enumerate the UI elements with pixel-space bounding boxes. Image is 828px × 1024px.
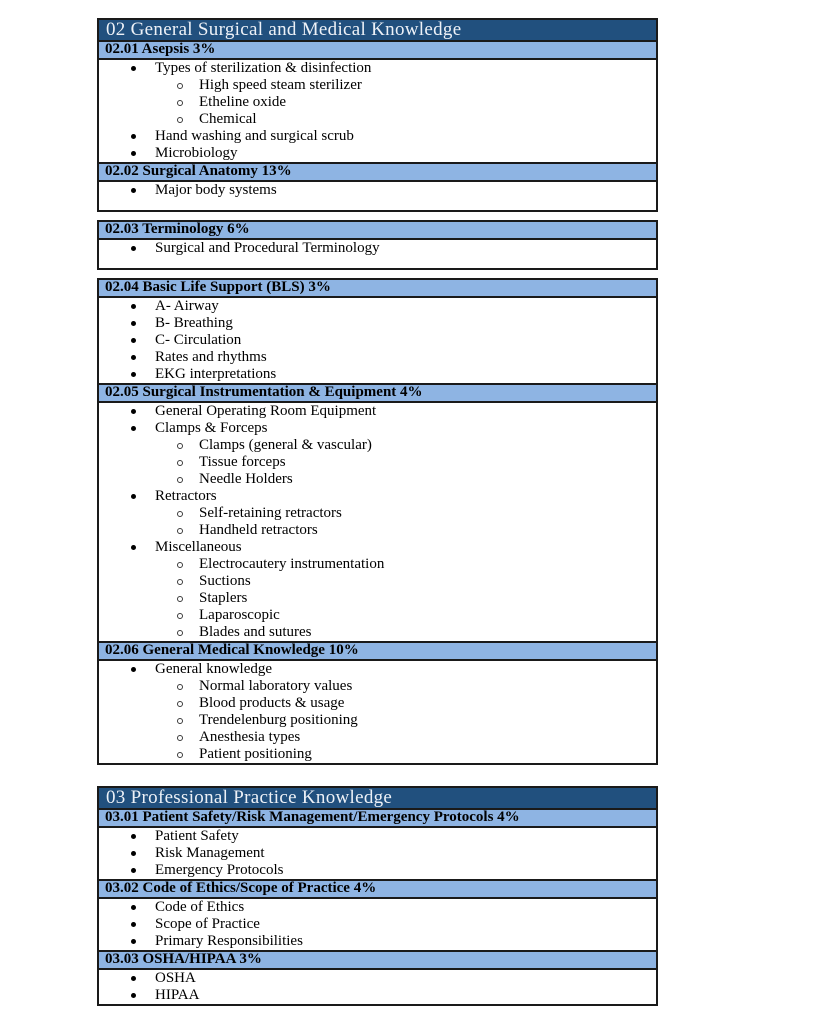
list-item [99,573,656,590]
bullet-marker [131,667,136,672]
list-item [99,332,656,349]
outline-section [97,879,658,952]
list-item-text: Hand washing and surgical scrub [155,128,354,144]
section-heading: 02.04 Basic Life Support (BLS) 3% [99,280,656,298]
outline-section [97,162,658,212]
list-item [99,845,656,862]
list-item-text: Suctions [199,573,251,589]
list-item-text: Trendelenburg positioning [199,712,358,728]
list-item-text: Tissue forceps [199,454,286,470]
list-item [99,624,656,641]
list-item [99,240,656,257]
list-item-text: Blood products & usage [199,695,345,711]
bullet-marker [131,939,136,944]
list-item [99,933,656,950]
list-item-text: C- Circulation [155,332,242,348]
list-item [99,712,656,729]
list-item [99,111,656,128]
outline-section [97,40,658,164]
list-item [99,695,656,712]
bullet-marker [131,304,136,309]
section-heading: 02.05 Surgical Instrumentation & Equipment 4% [99,385,656,403]
list-item-text: Electrocautery instrumentation [199,556,385,572]
list-item [99,182,656,199]
circle-marker [177,701,183,707]
list-item-text: Handheld retractors [199,522,318,538]
list-item-text: Clamps (general & vascular) [199,437,372,453]
list-item-text: Primary Responsibilities [155,933,303,949]
list-item-text: Anesthesia types [199,729,301,745]
list-item-text: Patient positioning [199,746,312,762]
outline-section [97,641,658,765]
bullet-marker [131,246,136,251]
bullet-marker [131,545,136,550]
list-item-text: B- Breathing [155,315,233,331]
bullet-marker [131,905,136,910]
bullet-marker [131,976,136,981]
list-item-text: Retractors [155,488,217,504]
list-item-text: Self-retaining retractors [199,505,342,521]
list-item [99,471,656,488]
section-body [99,403,656,641]
list-item [99,746,656,763]
section-body [99,970,656,1004]
table-title: 03 Professional Practice Knowledge [97,786,658,810]
circle-marker [177,579,183,585]
list-item [99,607,656,624]
circle-marker [177,477,183,483]
list-item [99,366,656,383]
list-item-text: Major body systems [155,182,277,198]
list-item-text: Emergency Protocols [155,862,284,878]
bullet-marker [131,338,136,343]
list-item [99,729,656,746]
list-item [99,678,656,695]
list-item [99,315,656,332]
circle-marker [177,528,183,534]
list-item-text: Microbiology [155,145,238,161]
section-heading: 02.06 General Medical Knowledge 10% [99,643,656,661]
bullet-marker [131,426,136,431]
list-item [99,488,656,505]
list-item-text: Laparoscopic [199,607,280,623]
bullet-marker [131,834,136,839]
outline-section [97,278,658,385]
circle-marker [177,718,183,724]
list-item [99,349,656,366]
list-item [99,970,656,987]
list-item [99,828,656,845]
section-heading: 02.01 Asepsis 3% [99,42,656,60]
bullet-marker [131,409,136,414]
list-item [99,128,656,145]
circle-marker [177,684,183,690]
list-item [99,539,656,556]
circle-marker [177,596,183,602]
bullet-marker [131,321,136,326]
list-item-text: Needle Holders [199,471,293,487]
list-item-text: HIPAA [155,987,200,1003]
table-sections [97,808,658,1006]
circle-marker [177,735,183,741]
list-item-text: Surgical and Procedural Terminology [155,240,380,256]
list-item [99,94,656,111]
list-item-text: Patient Safety [155,828,239,844]
list-item [99,454,656,471]
circle-marker [177,613,183,619]
list-item [99,556,656,573]
section-body [99,899,656,950]
list-item-text: EKG interpretations [155,366,277,382]
bullet-marker [131,151,136,156]
list-item [99,862,656,879]
list-item [99,505,656,522]
list-item [99,916,656,933]
outline-section [97,808,658,881]
list-item-text: A- Airway [155,298,219,314]
list-item [99,661,656,678]
circle-marker [177,443,183,449]
list-item-text: Code of Ethics [155,899,245,915]
bullet-marker [131,66,136,71]
list-item-text: High speed steam sterilizer [199,77,362,93]
section-heading: 03.03 OSHA/HIPAA 3% [99,952,656,970]
circle-marker [177,117,183,123]
list-item-text: Chemical [199,111,257,127]
section-body [99,828,656,879]
section-body [99,240,656,268]
list-item-text: OSHA [155,970,196,986]
bullet-marker [131,494,136,499]
outline-section [97,383,658,643]
bullet-marker [131,372,136,377]
list-item-text: Rates and rhythms [155,349,267,365]
outline-table-02 [97,18,658,765]
bullet-marker [131,922,136,927]
list-item [99,420,656,437]
list-item-text: Normal laboratory values [199,678,353,694]
section-heading: 03.02 Code of Ethics/Scope of Practice 4% [99,881,656,899]
circle-marker [177,630,183,636]
list-item [99,522,656,539]
bullet-marker [131,993,136,998]
list-item-text: Blades and sutures [199,624,312,640]
list-item [99,987,656,1004]
bullet-marker [131,851,136,856]
circle-marker [177,460,183,466]
list-item-text: General Operating Room Equipment [155,403,377,419]
list-item-text: Clamps & Forceps [155,420,268,436]
table-title: 02 General Surgical and Medical Knowledge [97,18,658,42]
bullet-marker [131,188,136,193]
circle-marker [177,511,183,517]
list-item [99,590,656,607]
section-body [99,182,656,210]
list-item [99,437,656,454]
list-item [99,145,656,162]
outline-section [97,950,658,1006]
list-item [99,403,656,420]
section-body [99,60,656,162]
bullet-marker [131,868,136,873]
list-item-text: Scope of Practice [155,916,260,932]
list-item [99,77,656,94]
list-item-text: Staplers [199,590,248,606]
circle-marker [177,100,183,106]
list-item [99,899,656,916]
list-item-text: Etheline oxide [199,94,287,110]
list-item-text: Types of sterilization & disinfection [155,60,372,76]
circle-marker [177,752,183,758]
bullet-marker [131,134,136,139]
circle-marker [177,83,183,89]
list-item-text: Miscellaneous [155,539,242,555]
bullet-marker [131,355,136,360]
outline-section [97,220,658,270]
section-heading: 02.03 Terminology 6% [99,222,656,240]
list-item [99,298,656,315]
circle-marker [177,562,183,568]
list-item-text: Risk Management [155,845,265,861]
section-heading: 03.01 Patient Safety/Risk Management/Emergency Protocols 4% [99,810,656,828]
section-body [99,298,656,383]
outline-table-03 [97,786,658,1006]
section-body [99,661,656,763]
section-heading: 02.02 Surgical Anatomy 13% [99,164,656,182]
table-sections [97,40,658,765]
list-item [99,60,656,77]
list-item-text: General knowledge [155,661,273,677]
